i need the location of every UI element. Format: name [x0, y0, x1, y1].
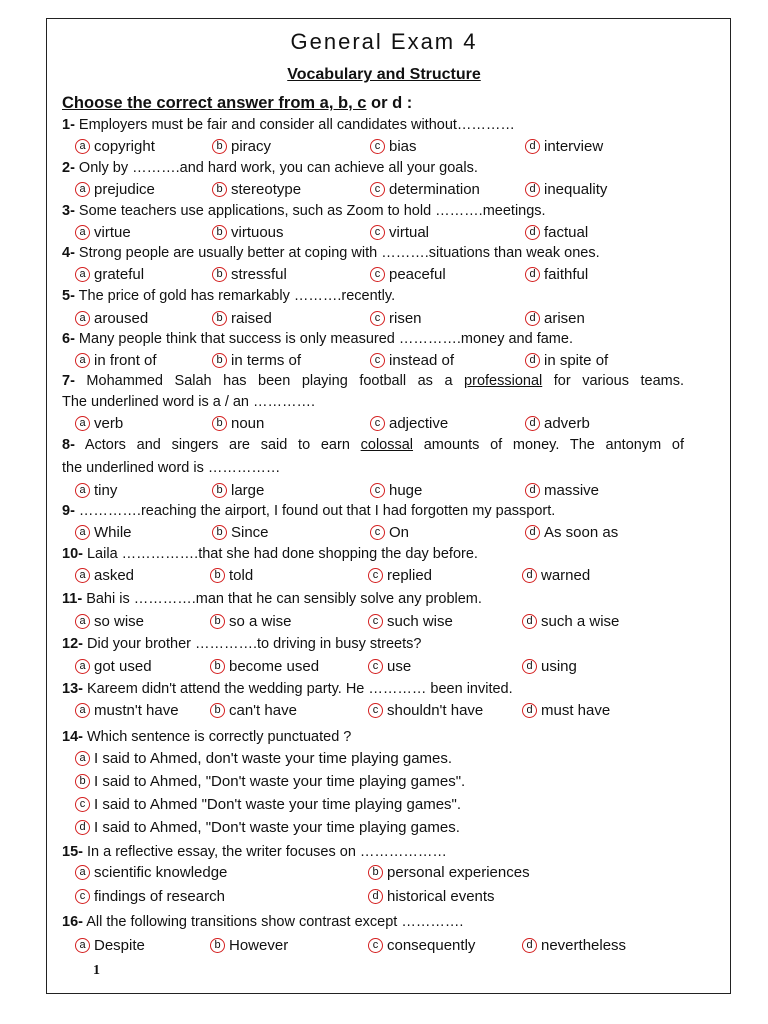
option-label: virtuous: [231, 224, 284, 241]
option-letter-a-icon: a: [75, 525, 90, 540]
answer-option[interactable]: [212, 482, 264, 499]
option-letter-a-icon: a: [75, 659, 90, 674]
exam-title: General Exam 4: [290, 29, 478, 54]
question-4: [62, 245, 600, 261]
option-label: instead of: [389, 352, 455, 369]
answer-option[interactable]: [75, 310, 148, 327]
option-letter-c-icon: c: [368, 703, 383, 718]
answer-option[interactable]: [212, 310, 272, 327]
answer-option[interactable]: [368, 937, 475, 954]
answer-option[interactable]: [525, 415, 590, 432]
question-text: amounts of money. The antonym of: [413, 437, 684, 453]
option-label: virtual: [389, 224, 430, 241]
option-label: Despite: [94, 937, 145, 954]
question-number: 9-: [62, 503, 75, 519]
option-letter-a-icon: a: [75, 751, 90, 766]
question-number: 3-: [62, 203, 75, 219]
answer-option[interactable]: [370, 224, 429, 241]
option-letter-b-icon: b: [212, 267, 227, 282]
answer-option[interactable]: [525, 524, 618, 541]
answer-option[interactable]: [212, 224, 284, 241]
option-letter-b-icon: b: [210, 568, 225, 583]
answer-option[interactable]: [368, 864, 530, 881]
question-text-line2: the underlined word is ……………: [62, 460, 281, 476]
option-label: historical events: [387, 888, 495, 905]
answer-option[interactable]: [75, 750, 452, 767]
question-text: Some teachers use applications, such as Zoom to hold ……….meetings.: [74, 203, 546, 219]
question-number: 4-: [62, 245, 75, 261]
option-label: become used: [229, 658, 320, 675]
option-letter-c-icon: c: [370, 267, 385, 282]
option-letter-d-icon: d: [75, 820, 90, 835]
option-label: arisen: [544, 310, 585, 327]
answer-option[interactable]: [210, 702, 297, 719]
question-number: 8-: [62, 437, 75, 453]
answer-option[interactable]: [368, 567, 432, 584]
answer-option[interactable]: [210, 658, 319, 675]
answer-option[interactable]: [525, 310, 585, 327]
answer-option[interactable]: [212, 524, 269, 541]
answer-option[interactable]: [75, 266, 144, 283]
option-letter-d-icon: d: [525, 139, 540, 154]
page-number: 1: [93, 963, 100, 978]
question-text: Strong people are usually better at coping with ……….situations than weak ones.: [74, 245, 600, 261]
option-label: raised: [231, 310, 272, 327]
option-label: aroused: [94, 310, 149, 327]
option-label: so wise: [94, 613, 145, 630]
answer-option[interactable]: [525, 138, 603, 155]
answer-option[interactable]: [370, 352, 454, 369]
option-letter-d-icon: d: [525, 353, 540, 368]
underlined-word: professional: [464, 373, 543, 389]
question-number: 14-: [62, 729, 83, 745]
option-label: copyright: [94, 138, 155, 155]
option-label: in terms of: [231, 352, 302, 369]
question-12: [62, 636, 421, 652]
option-label: Since: [231, 524, 269, 541]
option-letter-c-icon: c: [370, 353, 385, 368]
option-label: adverb: [544, 415, 590, 432]
question-14: [62, 729, 351, 745]
answer-option[interactable]: [525, 352, 608, 369]
option-letter-a-icon: a: [75, 353, 90, 368]
question-text: In a reflective essay, the writer focuses on ………………: [82, 844, 447, 860]
question-number: 5-: [62, 288, 75, 304]
answer-option[interactable]: [75, 702, 179, 719]
question-number: 1-: [62, 117, 75, 133]
option-letter-a-icon: a: [75, 267, 90, 282]
option-label: bias: [389, 138, 417, 155]
option-label: On: [389, 524, 410, 541]
answer-option[interactable]: [370, 482, 422, 499]
answer-option[interactable]: [522, 613, 619, 630]
option-letter-a-icon: a: [75, 614, 90, 629]
option-label: tiny: [94, 482, 118, 499]
option-label: interview: [544, 138, 604, 155]
option-label: factual: [544, 224, 589, 241]
question-text: for various teams.: [542, 373, 685, 389]
question-3: [62, 203, 546, 219]
question-text: Did your brother ………….to driving in busy streets?: [82, 636, 422, 652]
option-letter-a-icon: a: [75, 225, 90, 240]
answer-option[interactable]: [212, 266, 287, 283]
option-letter-d-icon: d: [368, 889, 383, 904]
answer-option[interactable]: [75, 888, 225, 905]
answer-option[interactable]: [212, 415, 264, 432]
question-text: The price of gold has remarkably ……….recently.: [74, 288, 396, 304]
question-number: 13-: [62, 681, 83, 697]
option-letter-c-icon: c: [75, 797, 90, 812]
option-label: However: [229, 937, 289, 954]
answer-option[interactable]: [75, 937, 145, 954]
option-label: verb: [94, 415, 124, 432]
option-letter-b-icon: b: [368, 865, 383, 880]
question-text: Many people think that success is only measured ………….money and fame.: [74, 331, 573, 347]
option-label: As soon as: [544, 524, 619, 541]
option-letter-d-icon: d: [525, 525, 540, 540]
option-letter-c-icon: c: [370, 416, 385, 431]
option-letter-c-icon: c: [368, 568, 383, 583]
question-number: 10-: [62, 546, 83, 562]
option-letter-b-icon: b: [212, 182, 227, 197]
question-text: Bahi is ………….man that he can sensibly solve any problem.: [82, 591, 482, 607]
answer-option[interactable]: [522, 702, 610, 719]
answer-option[interactable]: [75, 482, 117, 499]
option-letter-c-icon: c: [370, 139, 385, 154]
option-label: piracy: [231, 138, 272, 155]
option-label: stressful: [231, 266, 287, 283]
option-letter-c-icon: c: [370, 182, 385, 197]
question-6: [62, 331, 573, 347]
answer-option[interactable]: [370, 138, 417, 155]
option-letter-d-icon: d: [525, 225, 540, 240]
option-label: told: [229, 567, 254, 584]
answer-option[interactable]: [525, 181, 607, 198]
option-label: adjective: [389, 415, 449, 432]
option-label: in front of: [94, 352, 157, 369]
section-title: Vocabulary and Structure: [287, 66, 481, 83]
option-letter-b-icon: b: [212, 311, 227, 326]
question-text: All the following transitions show contrast except ………….: [82, 914, 464, 930]
answer-option[interactable]: [75, 415, 123, 432]
option-letter-b-icon: b: [212, 525, 227, 540]
question-10: [62, 546, 478, 562]
option-letter-d-icon: d: [522, 703, 537, 718]
question-text: Kareem didn't attend the wedding party. He ………… been invited.: [82, 681, 513, 697]
option-label: large: [231, 482, 265, 499]
question-number: 7-: [62, 373, 75, 389]
answer-option[interactable]: [368, 613, 453, 630]
option-label: can't have: [229, 702, 297, 719]
answer-option[interactable]: [368, 702, 483, 719]
option-label: such a wise: [541, 613, 620, 630]
option-letter-b-icon: b: [75, 774, 90, 789]
option-label: huge: [389, 482, 423, 499]
question-15: [62, 844, 447, 860]
answer-option[interactable]: [75, 658, 152, 675]
option-letter-d-icon: d: [525, 416, 540, 431]
answer-option[interactable]: [522, 567, 590, 584]
question-2: [62, 160, 478, 176]
option-label: grateful: [94, 266, 145, 283]
answer-option[interactable]: [75, 567, 134, 584]
answer-option[interactable]: [370, 310, 422, 327]
question-number: 16-: [62, 914, 83, 930]
option-label: determination: [389, 181, 480, 198]
question-text: Only by ……….and hard work, you can achieve all your goals.: [74, 160, 478, 176]
option-label: inequality: [544, 181, 608, 198]
option-label: warned: [541, 567, 591, 584]
option-letter-d-icon: d: [525, 182, 540, 197]
option-label: massive: [544, 482, 600, 499]
option-label: mustn't have: [94, 702, 179, 719]
option-letter-c-icon: c: [368, 614, 383, 629]
option-letter-d-icon: d: [522, 568, 537, 583]
option-label: I said to Ahmed, "Don't waste your time playing games".: [94, 773, 466, 790]
answer-option[interactable]: [525, 482, 599, 499]
answer-option[interactable]: [525, 266, 588, 283]
option-letter-a-icon: a: [75, 416, 90, 431]
option-letter-b-icon: b: [212, 416, 227, 431]
option-label: consequently: [387, 937, 476, 954]
option-label: use: [387, 658, 412, 675]
option-label: findings of research: [94, 888, 225, 905]
question-text: Actors and singers are said to earn: [74, 437, 361, 453]
option-label: virtue: [94, 224, 131, 241]
option-letter-d-icon: d: [522, 659, 537, 674]
option-label: While: [94, 524, 132, 541]
answer-option[interactable]: [210, 613, 292, 630]
answer-option[interactable]: [75, 864, 227, 881]
option-label: replied: [387, 567, 433, 584]
option-letter-a-icon: a: [75, 182, 90, 197]
answer-option[interactable]: [75, 819, 460, 836]
answer-option[interactable]: [75, 224, 131, 241]
option-label: I said to Ahmed "Don't waste your time playing games".: [94, 796, 462, 813]
question-text: Employers must be fair and consider all candidates without…………: [74, 117, 515, 133]
answer-option[interactable]: [75, 138, 155, 155]
option-letter-b-icon: b: [210, 938, 225, 953]
option-letter-d-icon: d: [525, 483, 540, 498]
question-number: 11-: [62, 591, 83, 607]
option-letter-c-icon: c: [370, 311, 385, 326]
answer-option[interactable]: [210, 937, 288, 954]
answer-option[interactable]: [522, 658, 577, 675]
answer-option[interactable]: [522, 937, 626, 954]
question-11: [62, 591, 482, 607]
option-letter-c-icon: c: [75, 889, 90, 904]
question-1: [62, 117, 515, 133]
option-letter-c-icon: c: [370, 525, 385, 540]
option-letter-a-icon: a: [75, 865, 90, 880]
question-text: Laila …………….that she had done shopping the day before.: [82, 546, 478, 562]
option-label: such wise: [387, 613, 453, 630]
answer-option[interactable]: [212, 138, 271, 155]
option-letter-a-icon: a: [75, 568, 90, 583]
option-label: faithful: [544, 266, 589, 283]
question-number: 2-: [62, 160, 75, 176]
option-label: I said to Ahmed, "Don't waste your time playing games.: [94, 819, 460, 836]
question-13: [62, 681, 513, 697]
option-label: asked: [94, 567, 135, 584]
option-letter-b-icon: b: [210, 703, 225, 718]
question-text: Mohammed Salah has been playing football as a: [74, 373, 465, 389]
answer-option[interactable]: [368, 888, 495, 905]
question-number: 12-: [62, 636, 83, 652]
question-text: Which sentence is correctly punctuated ?: [82, 729, 352, 745]
answer-option[interactable]: [75, 796, 461, 813]
answer-option[interactable]: [370, 181, 480, 198]
option-letter-c-icon: c: [368, 938, 383, 953]
option-letter-d-icon: d: [522, 938, 537, 953]
answer-option[interactable]: [75, 773, 465, 790]
option-letter-a-icon: a: [75, 703, 90, 718]
option-letter-b-icon: b: [210, 614, 225, 629]
option-label: so a wise: [229, 613, 292, 630]
question-5: [62, 288, 395, 304]
option-letter-b-icon: b: [212, 353, 227, 368]
answer-option[interactable]: [212, 352, 301, 369]
option-letter-b-icon: b: [212, 225, 227, 240]
option-label: I said to Ahmed, don't waste your time playing games.: [94, 750, 453, 767]
option-letter-b-icon: b: [210, 659, 225, 674]
answer-option[interactable]: [368, 658, 411, 675]
option-label: noun: [231, 415, 265, 432]
option-letter-c-icon: c: [370, 483, 385, 498]
option-label: nevertheless: [541, 937, 627, 954]
option-letter-a-icon: a: [75, 483, 90, 498]
option-label: using: [541, 658, 577, 675]
answer-option[interactable]: [370, 415, 448, 432]
option-letter-a-icon: a: [75, 938, 90, 953]
option-letter-a-icon: a: [75, 311, 90, 326]
question-number: 15-: [62, 844, 83, 860]
answer-option[interactable]: [75, 524, 132, 541]
question-8: [62, 437, 684, 453]
answer-option[interactable]: [370, 524, 409, 541]
question-7: [62, 373, 684, 389]
option-label: shouldn't have: [387, 702, 484, 719]
option-label: personal experiences: [387, 864, 530, 881]
option-label: peaceful: [389, 266, 446, 283]
instruction: Choose the correct answer from a, b, c or d :: [62, 94, 413, 112]
option-letter-d-icon: d: [525, 311, 540, 326]
option-label: scientific knowledge: [94, 864, 228, 881]
option-letter-b-icon: b: [212, 483, 227, 498]
option-letter-d-icon: d: [525, 267, 540, 282]
option-label: risen: [389, 310, 422, 327]
answer-option[interactable]: [210, 567, 253, 584]
question-16: [62, 914, 463, 930]
option-label: in spite of: [544, 352, 609, 369]
answer-option[interactable]: [75, 613, 144, 630]
answer-option[interactable]: [75, 352, 157, 369]
answer-option[interactable]: [212, 181, 301, 198]
option-letter-c-icon: c: [368, 659, 383, 674]
option-label: stereotype: [231, 181, 302, 198]
answer-option[interactable]: [370, 266, 446, 283]
option-label: must have: [541, 702, 611, 719]
option-letter-a-icon: a: [75, 139, 90, 154]
underlined-word: colossal: [360, 437, 414, 453]
option-letter-c-icon: c: [370, 225, 385, 240]
answer-option[interactable]: [75, 181, 155, 198]
question-9: [62, 503, 555, 519]
question-number: 6-: [62, 331, 75, 347]
option-label: got used: [94, 658, 152, 675]
option-label: prejudice: [94, 181, 155, 198]
option-letter-b-icon: b: [212, 139, 227, 154]
answer-option[interactable]: [525, 224, 588, 241]
option-letter-d-icon: d: [522, 614, 537, 629]
question-text-line2: The underlined word is a / an ………….: [62, 394, 316, 410]
question-text: ………….reaching the airport, I found out that I had forgotten my passport.: [74, 503, 556, 519]
